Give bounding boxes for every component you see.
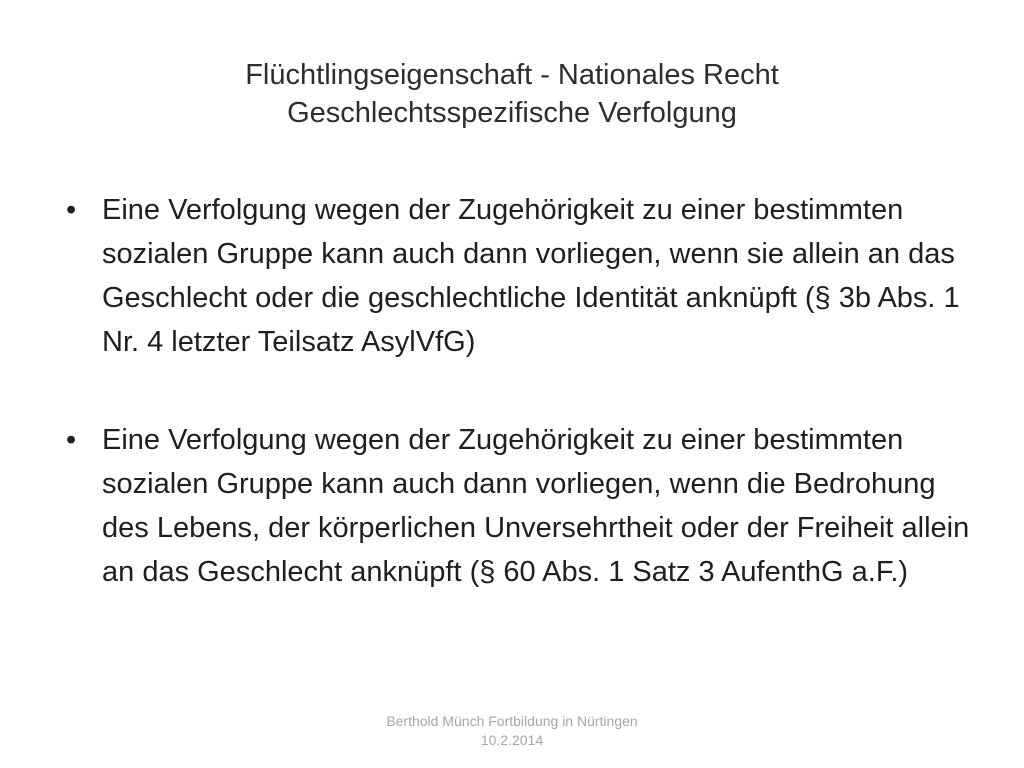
slide-title: [60, 56, 964, 132]
bullet-item-2: [62, 418, 982, 594]
bullet-icon: •: [66, 194, 77, 226]
bullet-text: Eine Verfolgung wegen der Zugehörigkeit zu einer bestimmten sozialen Gruppe kann auch dann vorliegen, wenn sie allein an das Geschlecht oder die geschlechtliche Identität anknüpft (§ 3b Abs. 1 Nr. 4 letzter Teilsatz AsylVfG): [102, 194, 960, 358]
bullet-icon: •: [66, 424, 77, 456]
slide-title-line-2: Geschlechtsspezifische Verfolgung: [287, 97, 737, 129]
slide-footer: [340, 712, 684, 750]
bullet-item-1: [62, 188, 982, 364]
footer-line-2: 10.2.2014: [480, 732, 544, 748]
footer-line-1: Berthold Münch Fortbildung in Nürtingen: [386, 713, 638, 729]
bullet-text: Eine Verfolgung wegen der Zugehörigkeit zu einer bestimmten sozialen Gruppe kann auch dann vorliegen, wenn die Bedrohung des Lebens, der körperlichen Unversehrtheit oder der Freiheit allein an das Geschlecht anknüpft (§ 60 Abs. 1 Satz 3 AufenthG a.F.): [102, 424, 970, 588]
bullet-list: [62, 188, 982, 594]
slide-title-line-1: Flüchtlingseigenschaft - Nationales Recht: [245, 59, 779, 91]
